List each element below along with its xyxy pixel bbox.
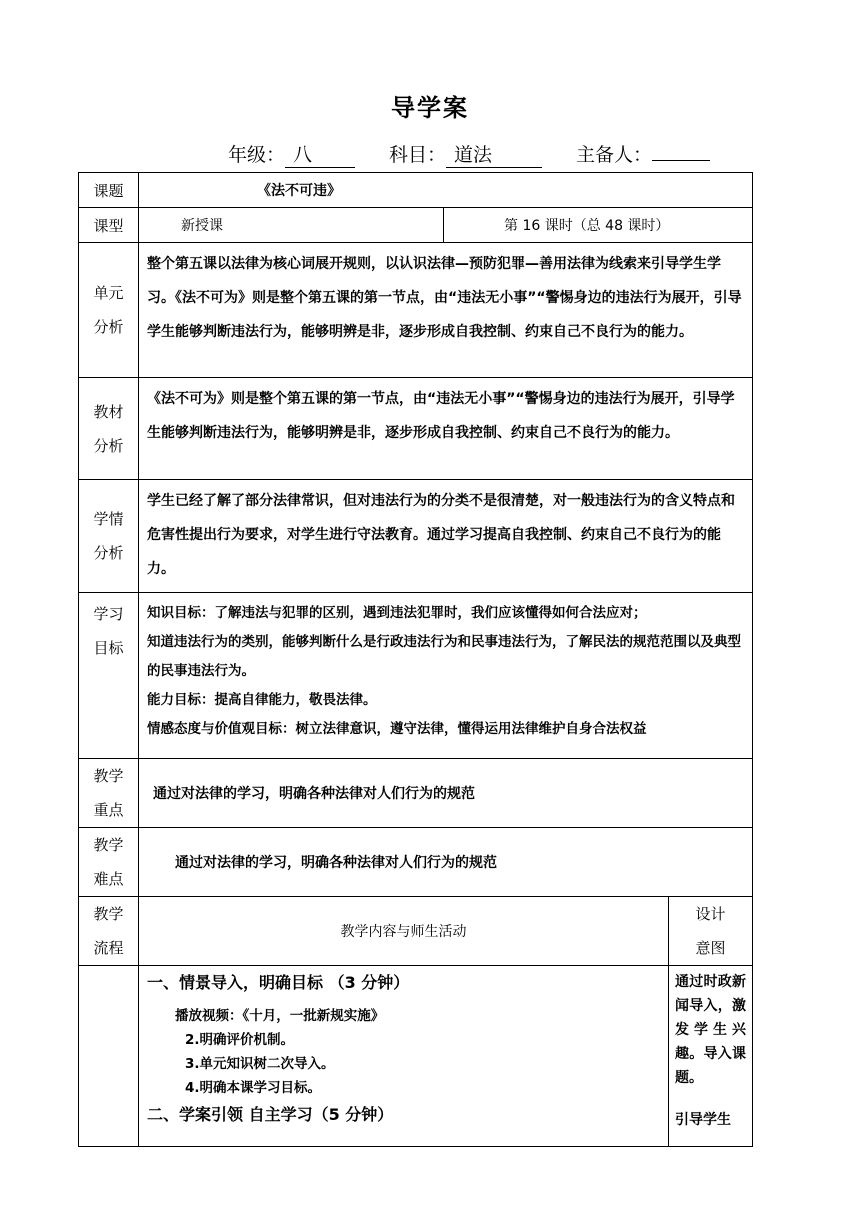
goal-attitude: 情感态度与价值观目标：树立法律意识，遵守法律，懂得运用法律维护自身合法权益 bbox=[147, 721, 647, 737]
material-row bbox=[79, 378, 753, 480]
content-item-4: 4.明确本课学习目标。 bbox=[185, 1080, 322, 1096]
content-row bbox=[79, 966, 753, 1147]
students-label bbox=[79, 480, 139, 593]
topic-label: 课题 bbox=[79, 173, 139, 208]
content-cell bbox=[139, 966, 669, 1147]
difficulty-label bbox=[79, 828, 139, 897]
design-header-line2: 意图 bbox=[695, 939, 726, 957]
grade-label: 年级： bbox=[228, 144, 286, 166]
difficulty-label-line2: 难点 bbox=[93, 870, 124, 888]
type-value: 新授课 bbox=[139, 208, 444, 243]
type-row bbox=[79, 208, 753, 243]
content-item-1: 播放视频：《十月，一批新规实施》 bbox=[175, 1008, 385, 1024]
section-1-heading: 一、情景导入，明确目标 （3 分钟） bbox=[147, 973, 410, 992]
preparer-label: 主备人： bbox=[576, 144, 653, 166]
students-analysis-text: 学生已经了解了部分法律常识，但对违法行为的分类不是很清楚，对一般违法行为的含义特点和危害性提出行为要求，对学生进行守法教育。通过学习提高自我控制、约束自己不良行为的能力。 bbox=[139, 480, 753, 593]
unit-row bbox=[79, 243, 753, 378]
unit-analysis-text: 整个第五课以法律为核心词展开规则，以认识法律—预防犯罪—善用法律为线索来引导学生学习。《法不可为》则是整个第五课的第一节点，由“违法无小事”“警惕身边的违法行为展开，引导学生能够判断违法行为，能够明辨是非，逐步形成自我控制、约束自己不良行为的能力。 bbox=[139, 243, 753, 378]
students-row bbox=[79, 480, 753, 593]
design-intent-1: 通过时政新闻导入，激发学生兴趣。导入课题。 bbox=[675, 974, 747, 1086]
flow-label-line2: 流程 bbox=[93, 939, 124, 957]
key-text: 通过对法律的学习，明确各种法律对人们行为的规范 bbox=[139, 759, 753, 828]
goal-knowledge: 知识目标：了解违法与犯罪的区别，遇到违法犯罪时，我们应该懂得如何合法应对； bbox=[147, 605, 647, 621]
material-label-line2: 分析 bbox=[93, 436, 124, 455]
section-2-heading: 二、学案引领 自主学习（5 分钟） bbox=[147, 1105, 394, 1124]
topic-row bbox=[79, 173, 753, 208]
unit-label bbox=[79, 243, 139, 378]
goals-label bbox=[79, 593, 139, 759]
design-header-line1: 设计 bbox=[695, 905, 726, 923]
flow-label-line1: 教学 bbox=[93, 905, 124, 923]
content-header: 教学内容与师生活动 bbox=[139, 897, 669, 966]
page-title: 导学案 bbox=[391, 94, 469, 122]
goal-ability: 能力目标：提高自律能力，敬畏法律。 bbox=[147, 692, 377, 708]
design-intent-cell bbox=[669, 966, 753, 1147]
material-label bbox=[79, 378, 139, 480]
lesson-plan-table bbox=[78, 172, 753, 1147]
preparer-value bbox=[652, 138, 710, 161]
difficulty-row bbox=[79, 828, 753, 897]
content-item-3: 3.单元知识树二次导入。 bbox=[185, 1056, 335, 1072]
type-label: 课型 bbox=[79, 208, 139, 243]
goals-row bbox=[79, 593, 753, 759]
students-label-line1: 学情 bbox=[93, 510, 124, 528]
grade-value: 八 bbox=[285, 145, 355, 168]
subject-label: 科目： bbox=[389, 144, 447, 166]
students-label-line2: 分析 bbox=[93, 544, 124, 562]
content-empty-cell bbox=[79, 966, 139, 1147]
design-intent-header bbox=[669, 897, 753, 966]
goals-text bbox=[139, 593, 753, 759]
key-label bbox=[79, 759, 139, 828]
goals-label-line1: 学习 bbox=[93, 605, 124, 623]
difficulty-label-line1: 教学 bbox=[93, 836, 124, 854]
header-meta bbox=[228, 138, 710, 168]
key-label-line1: 教学 bbox=[93, 767, 124, 785]
topic-value: 《法不可违》 bbox=[139, 173, 753, 208]
material-analysis-text: 《法不可为》则是整个第五课的第一节点，由“违法无小事”“警惕身边的违法行为展开，引导学生能够判断违法行为，能够明辨是非，逐步形成自我控制、约束自己不良行为的能力。 bbox=[139, 378, 753, 480]
design-intent-2: 引导学生 bbox=[675, 1112, 731, 1128]
unit-label-line2: 分析 bbox=[93, 318, 124, 336]
key-label-line2: 重点 bbox=[93, 801, 124, 819]
content-item-2: 2.明确评价机制。 bbox=[185, 1032, 295, 1048]
flow-label bbox=[79, 897, 139, 966]
material-label-line1: 教材 bbox=[93, 402, 124, 421]
hours-value: 第 16 课时（总 48 课时） bbox=[444, 208, 753, 243]
subject-value: 道法 bbox=[446, 145, 542, 168]
flow-header-row bbox=[79, 897, 753, 966]
goal-knowledge-2: 知道违法行为的类别，能够判断什么是行政违法行为和民事违法行为，了解民法的规范范围以及典型的民事违法行为。 bbox=[147, 634, 741, 679]
key-row bbox=[79, 759, 753, 828]
unit-label-line1: 单元 bbox=[93, 284, 124, 302]
goals-label-line2: 目标 bbox=[93, 639, 124, 657]
difficulty-text: 通过对法律的学习，明确各种法律对人们行为的规范 bbox=[139, 828, 753, 897]
